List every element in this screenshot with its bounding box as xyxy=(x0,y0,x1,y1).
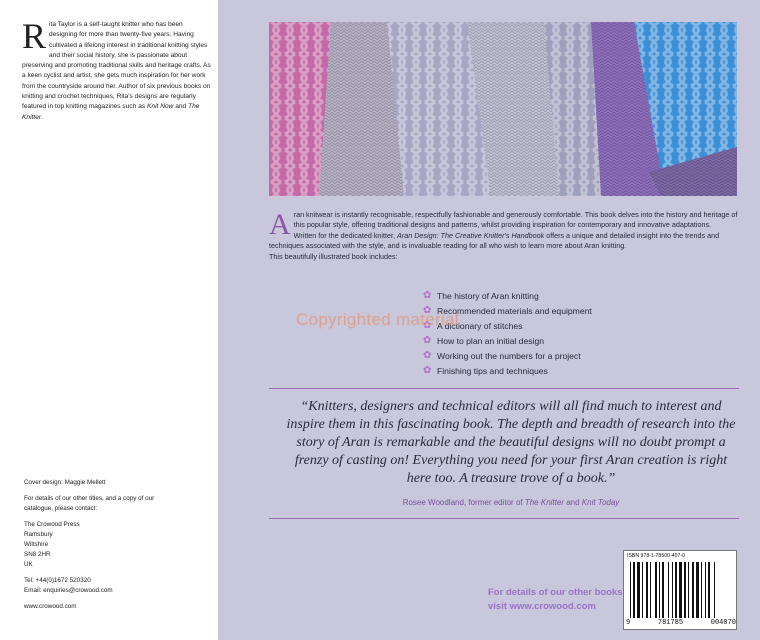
attribution-and: and xyxy=(563,498,582,507)
description-para-2-start: Written for the dedicated knitter, xyxy=(293,230,398,240)
description-dropcap: A xyxy=(269,208,291,241)
details-line-1: For details of our other titles, and a copy of our xyxy=(24,495,155,502)
list-item xyxy=(424,334,592,349)
telephone: Tel: +44(0)1672 520320 xyxy=(24,577,91,584)
copyright-watermark: Copyrighted material xyxy=(296,310,459,329)
barcode-digit-group: 9 xyxy=(626,619,631,627)
quote-divider-bottom xyxy=(269,518,739,519)
list-item-label: How to plan an initial design xyxy=(437,336,545,346)
barcode-digits xyxy=(626,619,736,627)
book-title: Aran Design: The Creative Knitter's Handbook xyxy=(397,230,545,240)
list-item xyxy=(424,364,592,379)
flower-bullet-icon xyxy=(424,337,433,346)
attribution-magazine-1: The Knitter xyxy=(524,498,564,507)
list-item-label: Recommended materials and equipment xyxy=(437,306,592,316)
publisher-credits xyxy=(24,478,214,612)
contents-list xyxy=(424,289,592,379)
attribution-text: Rosee Woodland, former editor of xyxy=(402,498,525,507)
bio-dropcap: R xyxy=(22,16,47,56)
list-item-label: The history of Aran knitting xyxy=(437,291,539,301)
address-line: UK xyxy=(24,561,33,568)
list-item-label: Finishing tips and techniques xyxy=(437,366,548,376)
email: Email: enquiries@crowood.com xyxy=(24,587,113,594)
description-para-2-end: offers a unique and detailed insight into the trends and techniques associated with the style, and is invaluable reading for all who wish to learn more about Aran knitting. xyxy=(269,230,720,251)
flower-bullet-icon xyxy=(424,367,433,376)
flower-bullet-icon xyxy=(424,352,433,361)
quote-attribution xyxy=(286,498,736,507)
website: www.crowood.com xyxy=(24,603,77,610)
bio-end: . xyxy=(41,113,43,121)
inside-flap-panel xyxy=(0,0,218,640)
address-line: The Crowood Press xyxy=(24,521,80,528)
isbn-number: ISBN 978-1-78500-407-0 xyxy=(627,553,685,559)
bio-magazine-1: Knit Now xyxy=(147,103,174,111)
list-item-label: Working out the numbers for a project xyxy=(437,351,581,361)
isbn-barcode xyxy=(623,550,737,630)
barcode-bars xyxy=(630,562,734,618)
attribution-magazine-2: Knit Today xyxy=(581,498,620,507)
description-para-3: This beautifully illustrated book includes: xyxy=(269,251,398,261)
barcode-digit-group: 004070 xyxy=(710,619,736,627)
author-bio xyxy=(22,16,212,123)
description-para-1: ran knitwear is instantly recognisable, respectfully fashionable and generously comfortable. This book delves into the history and heritage of this popular style, offering traditional designs and patterns, whilst providing inspiration for contemporary and innovative adaptations. xyxy=(293,210,738,230)
barcode-digit-group: 781785 xyxy=(657,619,684,627)
flower-bullet-icon xyxy=(424,292,433,301)
address-line: Ramsbury xyxy=(24,531,53,538)
cta-line-2: visit www.crowood.com xyxy=(488,601,596,612)
address-line: SN8 2HR xyxy=(24,551,51,558)
bio-and: and xyxy=(173,103,189,111)
call-to-action xyxy=(488,586,623,614)
quote-divider-top xyxy=(269,388,739,389)
details-line-2: catalogue, please contact: xyxy=(24,505,98,512)
knitwear-photo xyxy=(269,22,737,196)
list-item xyxy=(424,349,592,364)
book-description xyxy=(269,210,739,262)
list-item xyxy=(424,289,592,304)
bio-magazine-2: The Knitter xyxy=(22,103,200,121)
list-item-label: A dictionary of stitches xyxy=(437,321,523,331)
address-line: Wiltshire xyxy=(24,541,49,548)
cover-design-credit: Cover design: Maggie Mellett xyxy=(24,479,106,486)
bio-text: ita Taylor is a self-taught knitter who has been designing for more than twenty-five years. Having cultivated a lifelong interest in traditional knitting styles and their social history, she is passionate about preserving and promoting traditional skills and heritage crafts. As a keen cyclist and artist, she gets much inspiration for her work from the countryside around her. Author of six previous books on knitting and crochet techniques, Rita's designs are regularly featured in top knitting magazines such as xyxy=(22,21,211,111)
cta-line-1: For details of our other books xyxy=(488,587,623,598)
review-quote: “Knitters, designers and technical editors will all find much to interest and inspire them in this fascinating book. The depth and breadth of research into the story of Aran is remarkable and the beautiful designs will no doubt prompt a frenzy of casting on! Everything you need for your first Aran creation is right here too. A treasure trove of a book.” xyxy=(286,399,736,486)
